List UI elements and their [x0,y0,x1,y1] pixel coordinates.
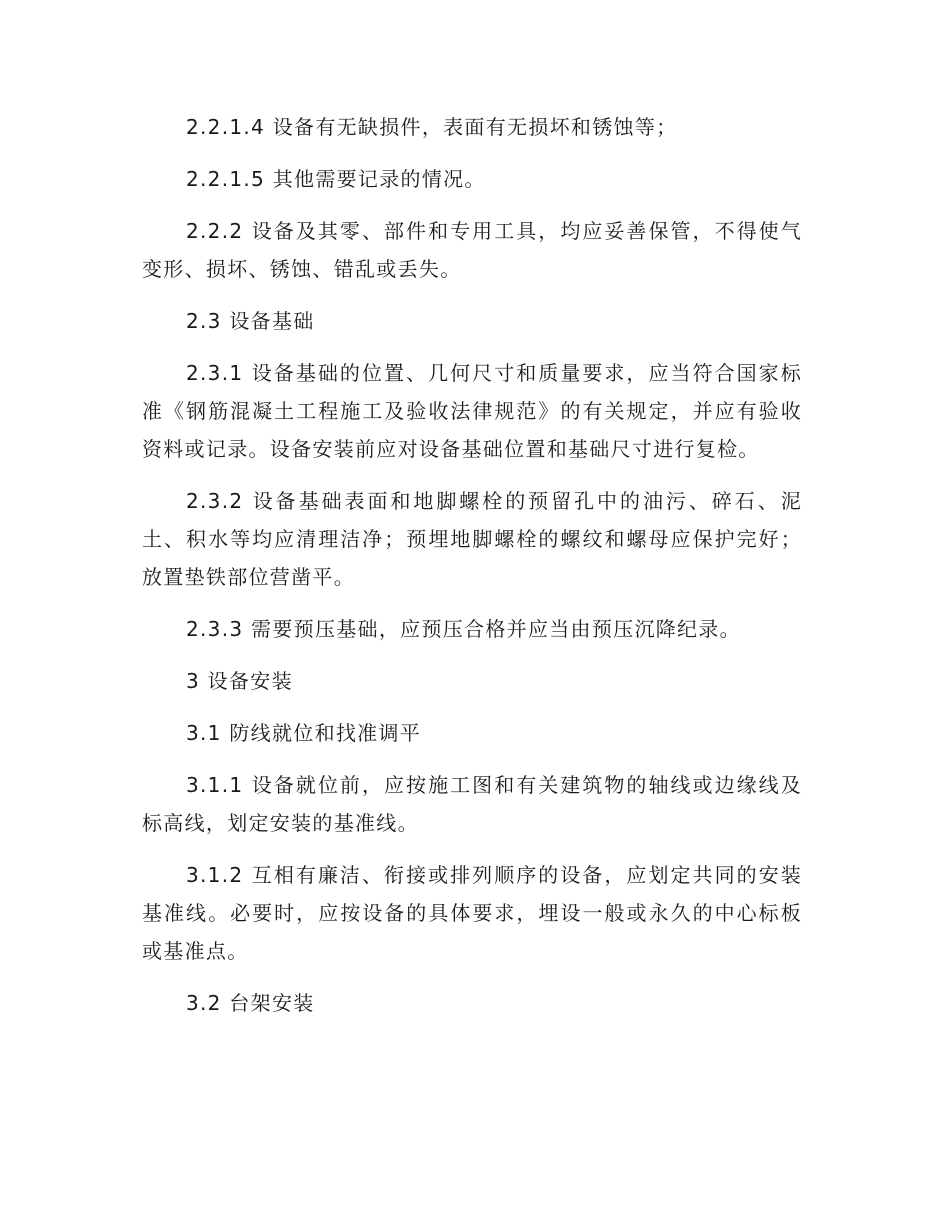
paragraph-2-3-2: 2.3.2 设备基础表面和地脚螺栓的预留孔中的油污、碎石、泥土、积水等均应清理洁净；预埋地脚螺栓的螺纹和螺母应保护完好；放置垫铁部位营凿平。 [142,489,802,589]
section-heading-3: 3 设备安装 [186,669,293,693]
paragraph-2-3-3: 2.3.3 需要预压基础，应预压合格并应当由预压沉降纪录。 [186,617,741,641]
paragraph-3-1-2: 3.1.2 互相有廉洁、衔接或排列顺序的设备，应划定共同的安装基准线。必要时，应按设备的具体要求，埋设一般或永久的中心标板或基准点。 [142,863,802,963]
section-heading-3-2: 3.2 台架安装 [186,991,315,1015]
section-heading-3-1: 3.1 防线就位和找准调平 [186,721,422,745]
section-heading-2-3: 2.3 设备基础 [186,309,315,333]
paragraph-2-2-2: 2.2.2 设备及其零、部件和专用工具，均应妥善保管，不得使气变形、损坏、锈蚀、错乱或丢失。 [142,219,802,281]
paragraph-3-1-1: 3.1.1 设备就位前，应按施工图和有关建筑物的轴线或边缘线及标高线，划定安装的基准线。 [142,773,802,835]
paragraph-2-2-1-5: 2.2.1.5 其他需要记录的情况。 [186,167,486,191]
paragraph-2-3-1: 2.3.1 设备基础的位置、几何尺寸和质量要求，应当符合国家标准《钢筋混凝土工程施工及验收法律规范》的有关规定，并应有验收资料或记录。设备安装前应对设备基础位置和基础尺寸进行复检。 [142,361,802,461]
paragraph-2-2-1-4: 2.2.1.4 设备有无缺损件，表面有无损坏和锈蚀等； [186,115,678,139]
document-body [142,108,802,1036]
